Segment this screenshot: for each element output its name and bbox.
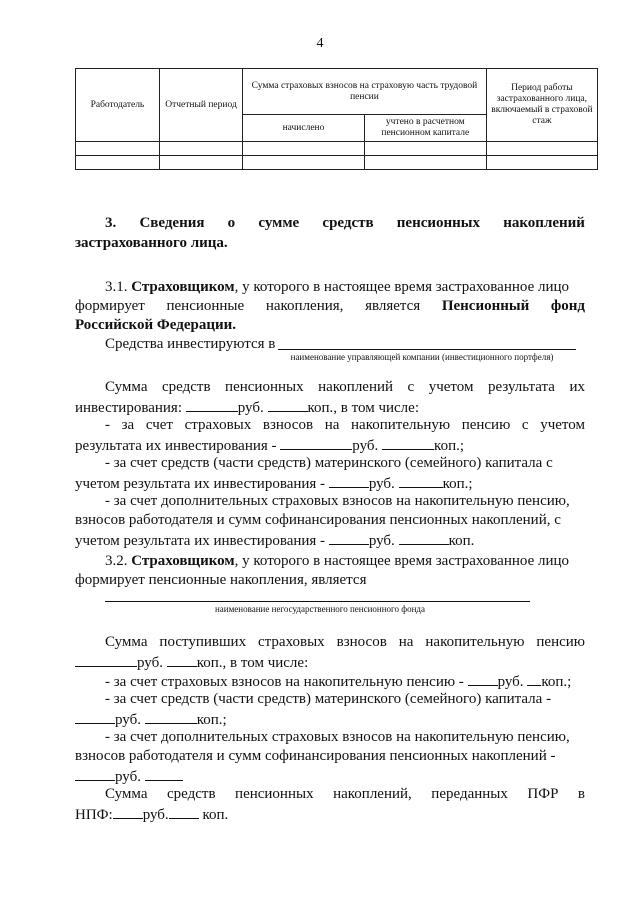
s32-bullet3-line1: - за счет дополнительных страховых взносов на накопительную пенсию, <box>105 729 570 745</box>
table-row <box>76 142 598 156</box>
s32-line1: 3.2. Страховщиком, у которого в настоящее время застрахованное лицо <box>105 553 570 569</box>
s31-bullet3-line1: - за счет дополнительных страховых взносов на накопительную пенсию, <box>105 493 570 509</box>
s31-line1: 3.1. Страховщиком, у которого в настоящее время застрахованное лицо <box>105 279 570 295</box>
management-company-line <box>278 349 576 350</box>
s31-bullet1-line1: - за счет страховых взносов на накопительную пенсию с учетом <box>105 417 585 433</box>
s31-sum-line2: инвестирования: руб. коп., в том числе: <box>75 397 575 419</box>
col-sum-header: Сумма страховых взносов на страховую часть трудовой пенсии <box>243 69 487 115</box>
s32-sum-line2: руб. коп., в том числе: <box>75 652 575 674</box>
table-row <box>76 156 598 170</box>
col-work-period-header: Период работы застрахованного лица, включаемый в страховой стаж <box>486 69 597 142</box>
s31-bullet2-line1: - за счет средств (части средств) материнского (семейного) капитала с <box>105 455 553 471</box>
section3-heading: 3. Сведения о сумме средств пенсионных накоплений <box>105 215 585 231</box>
page-number: 4 <box>316 36 324 51</box>
s31-bullet3-line3: учетом результата их инвестирования - руб. коп. <box>75 530 575 552</box>
s32-bullet2-line2: руб. коп.; <box>75 709 575 731</box>
s32-sum-line1: Сумма поступивших страховых взносов на накопительную пенсию <box>105 634 585 650</box>
s32-bullet3-line3: руб. <box>75 766 575 788</box>
s32-transfer-line1: Сумма средств пенсионных накоплений, переданных ПФР в <box>105 786 585 802</box>
col-accrued-header: начислено <box>243 115 365 142</box>
npf-name-caption: наименование негосударственного пенсионного фонда <box>214 604 425 614</box>
s32-bullet3-line2: взносов работодателя и сумм софинансирования пенсионных накоплений - <box>75 748 556 764</box>
col-counted-header: учтено в расчетном пенсионном капитале <box>364 115 486 142</box>
s32-bullet2-line1: - за счет средств (части средств) материнского (семейного) капитала - <box>105 691 552 707</box>
s31-invest-label: Средства инвестируются в <box>105 336 276 352</box>
npf-name-line <box>105 601 530 602</box>
col-period-header: Отчетный период <box>159 69 242 142</box>
s31-line3: Российской Федерации. <box>75 317 236 333</box>
s32-line2: формирует пенсионные накопления, является <box>75 572 367 588</box>
s31-sum-line1: Сумма средств пенсионных накоплений с учетом результата их <box>105 379 585 395</box>
section3-heading-line2: застрахованного лица. <box>75 235 228 251</box>
s31-bullet2-line2: учетом результата их инвестирования - руб. коп.; <box>75 473 575 495</box>
management-company-caption: наименование управляющей компании (инвестиционного портфеля) <box>290 352 554 362</box>
s31-bullet3-line2: взносов работодателя и сумм софинансирования пенсионных накоплений, с <box>75 512 561 528</box>
s32-bullet1: - за счет страховых взносов на накопительную пенсию - руб. коп.; <box>75 671 595 693</box>
s32-transfer-line2: НПФ: руб. коп. <box>75 804 575 826</box>
s31-bullet1-line2: результата их инвестирования - руб. коп.; <box>75 435 575 457</box>
col-employer-header: Работодатель <box>76 69 160 142</box>
contributions-table <box>75 68 598 170</box>
s31-line2: формирует пенсионные накопления, является Пенсионный фонд <box>75 298 585 314</box>
